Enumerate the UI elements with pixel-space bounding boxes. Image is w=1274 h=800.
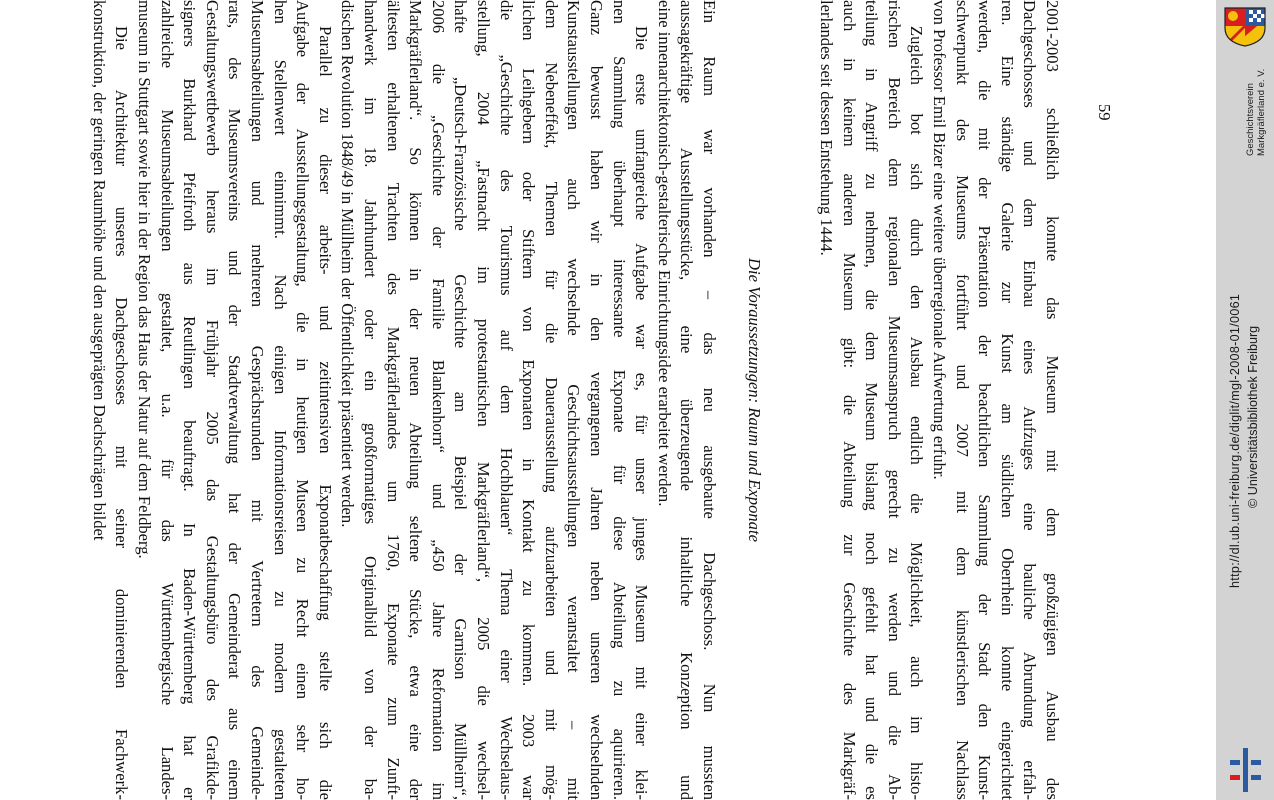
text-line: hafte „Deutsch-Französische Geschichte am Beispiel der Garnison Müllheim“, bbox=[451, 0, 471, 800]
paragraph-1 bbox=[652, 0, 720, 800]
text-line: Aufgabe der Ausstellungsgestaltung, die in heutigen Museen zu Recht einen sehr ho- bbox=[293, 0, 313, 800]
coat-of-arms-icon bbox=[1221, 6, 1269, 48]
text-line: die „Geschichte des Tourismus auf dem Hochblauen“ Thema einer Wechselaus- bbox=[496, 0, 516, 800]
text-line: stellung, 2004 „Fastnacht im protestantischen Markgräflerland“, 2005 die wechsel- bbox=[474, 0, 494, 800]
text-line: 2006 die „Geschichte der Familie Blankenhorn“ und „450 Jahre Reformation im bbox=[428, 0, 448, 800]
source-url[interactable]: http://dl.ub.uni-freiburg.de/diglit/mgl-2008-01/0061 bbox=[1228, 293, 1242, 588]
text-line: rischen Bereich dem regionalen Museumsanspruch gerecht zu werden und die Ab- bbox=[884, 0, 904, 800]
text-line: Die erste umfangreiche Aufgabe war es, für unser junges Museum mit einer klei- bbox=[632, 26, 652, 800]
society-name-line-1: Geschichtsverein bbox=[1245, 83, 1256, 156]
text-line: Gestaltungswettbewerb heraus im Frühjahr 2005 das Gestaltungsbüro des Grafikde- bbox=[202, 0, 222, 800]
text-line: aussagekräftige Ausstellungsstücke, eine überzeugende inhaltliche Konzeption und bbox=[677, 0, 697, 800]
society-name-line-2: Markgräflerland e. V. bbox=[1256, 68, 1267, 156]
text-line: 2001-2003 schließlich konnte das Museum mit dem großzügigen Ausbau des bbox=[1043, 0, 1062, 800]
paragraph-2 bbox=[336, 0, 652, 800]
text-line: Ein Raum war vorhanden – das neu ausgebaute Dachgeschoss. Nun mussten bbox=[700, 0, 719, 800]
paragraph-top-2 bbox=[814, 0, 927, 800]
text-line: lerlandes seit dessen Entstehung 1444. bbox=[817, 0, 837, 256]
text-line: Zugleich bot sich durch den Ausbau endlich die Möglichkeit, auch im histo- bbox=[907, 26, 927, 800]
text-line: Die Architektur unseres Dachgeschosses mit seiner dominierenden Fachwerk- bbox=[112, 26, 132, 800]
text-line: Parallel zu dieser arbeits- und zeitintensiven Exponatbeschaffung stellte sich die bbox=[315, 26, 335, 800]
text-line: museum in Stuttgart sowie hier in der Region das Haus der Natur auf dem Feldberg. bbox=[135, 0, 155, 559]
text-line: dischen Revolution 1848/49 in Müllheim der Öffentlichkeit präsentiert werden. bbox=[338, 0, 358, 528]
text-line: werden, die mit der Präsentation der beachtlichen Sammlung der Stadt den Kunst- bbox=[975, 0, 995, 800]
text-line: schwerpunkt des Museums fortführt und 2007 mit dem künstlerischen Nachlass bbox=[952, 0, 972, 800]
page-number: 59 bbox=[1095, 104, 1114, 121]
text-line: dem Nebeneffekt, Themen für die Dauerausstellung aufzuarbeiten und mit mög- bbox=[541, 0, 561, 800]
paragraph-3 bbox=[132, 0, 335, 800]
text-line: Kunstausstellungen auch wechselnde Geschichtsausstellungen veranstaltet – mit bbox=[564, 0, 584, 800]
scanned-page bbox=[89, 0, 1063, 800]
text-line: signers Burkhard Pfeifroth aus Reutlingen beauftragt. In Baden-Württemberg hat er bbox=[180, 0, 200, 800]
society-logo bbox=[1221, 6, 1269, 48]
text-line: von Professor Emil Bizer eine weitere überregionale Aufwertung erfuhr. bbox=[930, 0, 950, 480]
text-line: Dachgeschosses und dem Einbau eines Aufzuges eine bauliche Abrundung erfah- bbox=[1020, 0, 1040, 800]
text-line: Museumsabteilungen und mehreren Gesprächsrunden mit Vertretern des Gemeinde- bbox=[248, 0, 268, 800]
text-line: Markgräflerland“. So können in der neuen Abteilung seltene Stücke, etwa eine der bbox=[406, 0, 426, 800]
text-line: rats, des Museumsvereins und der Stadtverwaltung hat der Gemeinderat aus einem bbox=[225, 0, 245, 800]
text-line: ältesten erhaltenen Trachten des Markgräflerlandes um 1760, Exponate zum Zunft- bbox=[383, 0, 403, 800]
text-line: hen Stellenwert einnimmt. Nach einigen Informationsreisen zu modern gestalteten bbox=[270, 0, 290, 800]
text-line: auch in keinem anderen Museum gibt: die Abteilung zur Geschichte des Markgräf- bbox=[839, 0, 859, 800]
copyright-notice: © Universitätsbibliothek Freiburg bbox=[1246, 325, 1260, 508]
text-line: handwerk im 18. Jahrhundert oder ein großformatiges Originalbild von der ba- bbox=[361, 0, 381, 800]
university-library-logo bbox=[1228, 748, 1264, 792]
text-line: nen Sammlung überhaupt interessante Exponate für diese Abteilung zu aquirieren. bbox=[609, 0, 629, 800]
text-line: konstruktion, der geringen Raumhöhe und den ausgeprägten Dachschrägen bildet bbox=[89, 0, 109, 541]
sidebar bbox=[1216, 0, 1274, 800]
paragraph-top-1 bbox=[927, 0, 1063, 800]
text-line: lichen Leihgebern oder Stiftern von Exponaten in Kontakt zu kommen. 2003 war bbox=[519, 0, 539, 800]
text-line: teilung in Angriff zu nehmen, die dem Museum bislang noch gefehlt hat und die es bbox=[862, 0, 882, 800]
ub-freiburg-logo-icon bbox=[1228, 748, 1264, 792]
text-line: Ganz bewusst haben wir in den vergangenen Jahren neben unseren wechselnden bbox=[587, 0, 607, 800]
paragraph-4 bbox=[87, 0, 132, 800]
text-line: eine innenarchitektonisch-gestalterische Einrichtungsidee erarbeitet werden. bbox=[654, 0, 674, 507]
section-heading: Die Voraussetzungen: Raum und Exponate bbox=[745, 258, 764, 542]
text-line: zahlreiche Museumsabteilungen gestaltet, u.a. für das Württembergische Landes- bbox=[157, 0, 177, 800]
text-line: ren. Eine ständige Galerie zur Kunst am südlichen Oberrhein konnte eingerichtet bbox=[997, 0, 1017, 800]
